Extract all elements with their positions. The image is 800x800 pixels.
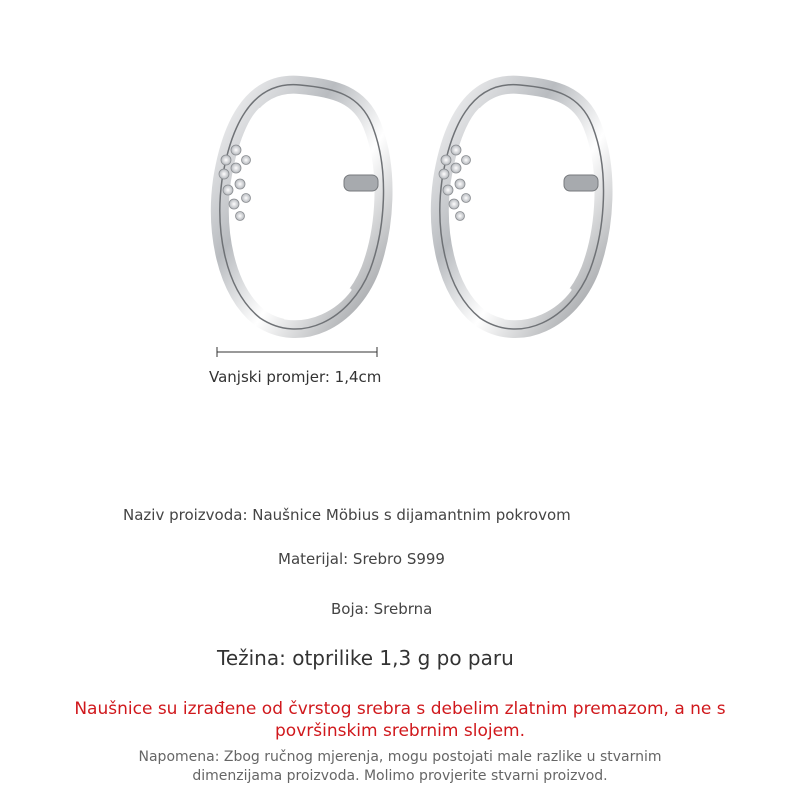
product-weight: Težina: otprilike 1,3 g po paru <box>217 646 514 670</box>
measurement-note: Napomena: Zbog ručnog mjerenja, mogu postojati male razlike u stvarnim dimenzijama proizvoda. Molimo provjerite stvarni proizvod. <box>138 749 662 784</box>
product-color: Boja: Srebrna <box>331 600 433 618</box>
earrings-product-image <box>0 0 800 360</box>
dimension-line <box>216 346 378 358</box>
product-material: Materijal: Srebro S999 <box>278 550 445 568</box>
right-earring <box>439 85 604 329</box>
outer-diameter-label: Vanjski promjer: 1,4cm <box>209 368 382 386</box>
product-name: Naziv proizvoda: Naušnice Möbius s dijamantnim pokrovom <box>123 506 571 524</box>
material-notice: Naušnice su izrađene od čvrstog srebra s debelim zlatnim premazom, a ne s površinskim srebrnim slojem. <box>74 699 726 741</box>
left-earring <box>219 85 384 329</box>
